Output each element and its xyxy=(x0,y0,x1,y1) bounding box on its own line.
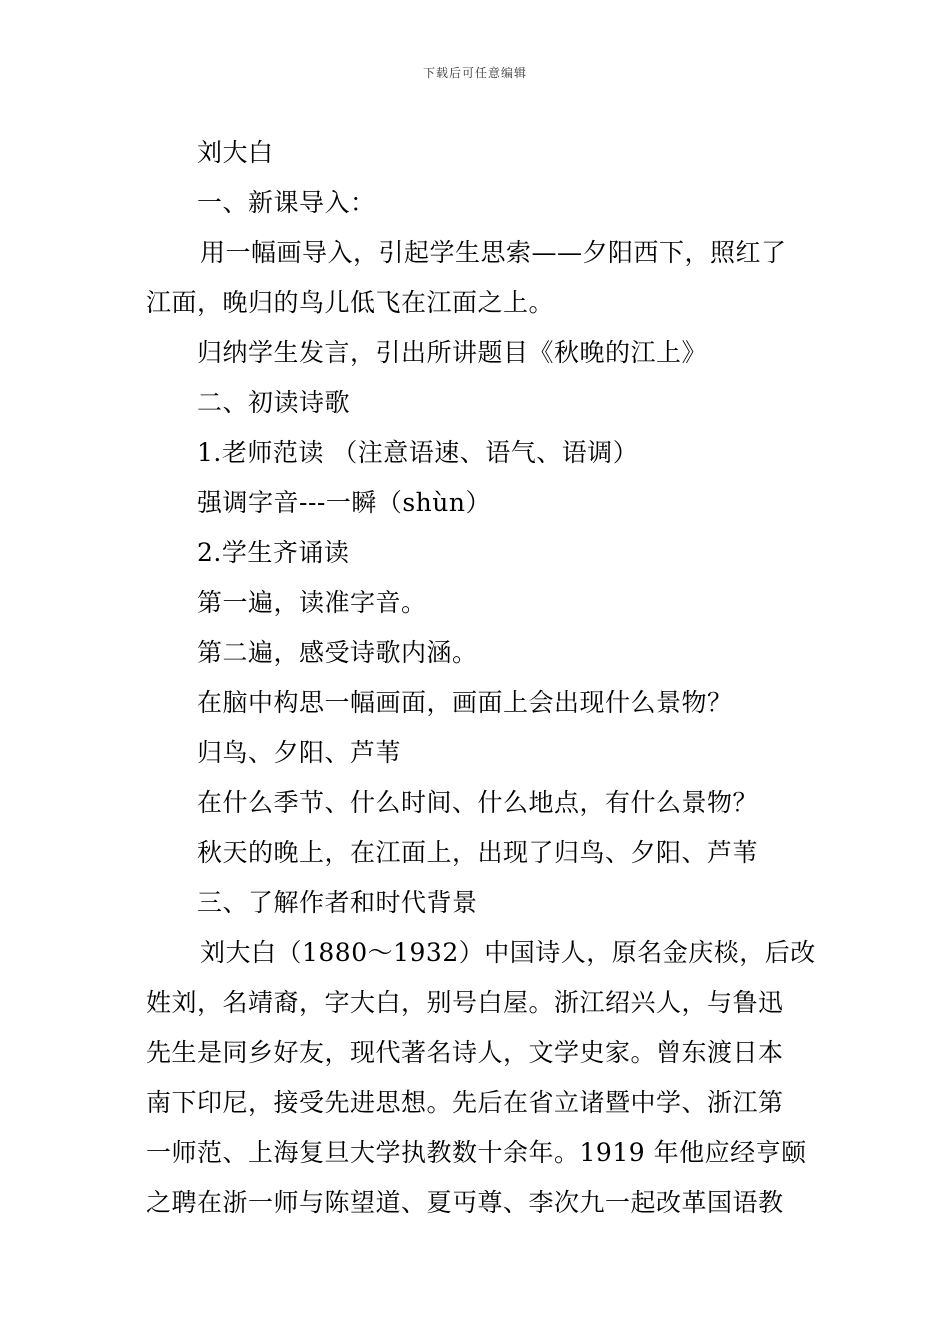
read-pass-2: 第二遍，感受诗歌内涵。 xyxy=(197,638,478,667)
section-1-paragraph-line-2: 江面，晚归的鸟儿低飞在江面之上。 xyxy=(146,288,555,317)
answer-2: 秋天的晚上，在江面上，出现了归鸟、夕阳、芦苇 xyxy=(197,838,759,867)
document-body xyxy=(146,128,816,1228)
bio-line-1: 刘大白（1880～1932）中国诗人，原名金庆棪，后改 xyxy=(200,938,816,967)
step-1-note: 强调字音---一瞬（shùn） xyxy=(197,488,491,517)
page-header-note: 下载后可任意编辑 xyxy=(422,66,527,80)
bio-line-3: 先生是同乡好友，现代著名诗人，文学史家。曾东渡日本 xyxy=(146,1038,784,1067)
bio-line-4: 南下印尼，接受先进思想。先后在省立诸暨中学、浙江第 xyxy=(146,1088,784,1117)
step-1-line: 1.老师范读 （注意语速、语气、语调） xyxy=(197,438,639,467)
section-1-summary: 归纳学生发言，引出所讲题目《秋晚的江上》 xyxy=(197,338,708,367)
read-pass-1: 第一遍，读准字音。 xyxy=(197,588,427,617)
bio-line-2: 姓刘，名靖裔，字大白，别号白屋。浙江绍兴人，与鲁迅 xyxy=(146,988,784,1017)
answer-1: 归鸟、夕阳、芦苇 xyxy=(197,738,402,767)
section-1-paragraph-line-1: 用一幅画导入，引起学生思索——夕阳西下，照红了 xyxy=(200,238,787,267)
question-2: 在什么季节、什么时间、什么地点，有什么景物？ xyxy=(197,788,759,817)
section-2-title: 二、初读诗歌 xyxy=(197,388,351,417)
step-2-line: 2.学生齐诵读 xyxy=(197,538,350,567)
bio-line-6: 之聘在浙一师与陈望道、夏丏尊、李次九一起改革国语教 xyxy=(146,1188,784,1217)
author-line: 刘大白 xyxy=(197,138,274,167)
question-1: 在脑中构思一幅画面，画面上会出现什么景物？ xyxy=(197,688,733,717)
section-1-title: 一、新课导入： xyxy=(197,188,376,217)
section-3-title: 三、了解作者和时代背景 xyxy=(197,888,478,917)
bio-line-5: 一师范、上海复旦大学执教数十余年。1919 年他应经亨颐 xyxy=(146,1138,807,1167)
